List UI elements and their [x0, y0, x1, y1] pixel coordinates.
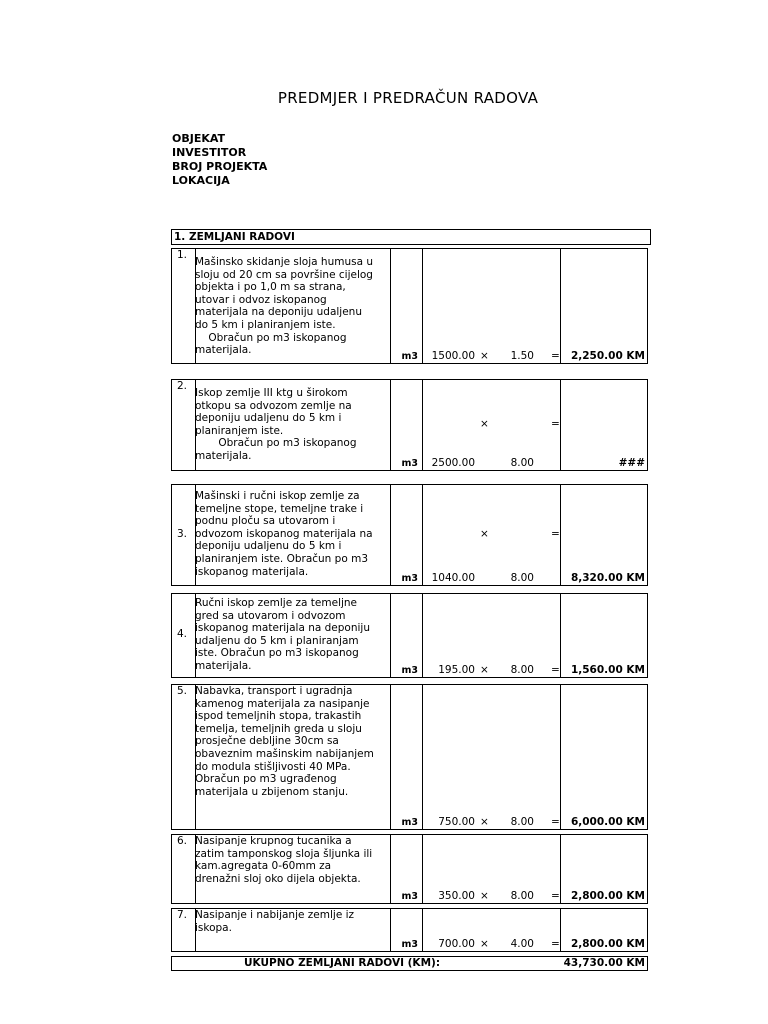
meta-objekat: OBJEKAT	[172, 132, 226, 145]
item-number: 2.	[177, 380, 188, 392]
meta-broj-projekta: BROJ PROJEKTA	[172, 160, 268, 173]
item-unit-price: 8.00	[510, 664, 534, 676]
item-total: 1,560.00 KM	[570, 664, 645, 676]
item-description-cell	[195, 249, 391, 363]
item-total: 2,800.00 KM	[570, 938, 645, 950]
item-description: Iskop zemlje III ktg u širokom otkopu sa odvozom zemlje na deponiju udaljenu do 5 km i planiranjem iste. Obračun po m3 iskopanog materijala.	[195, 387, 357, 462]
item-description: Ručni iskop zemlje za temeljne gred sa utovarom i odvozom iskopanog materijala na deponiju udaljenu do 5 km i planiranjam iste. Obračun po m3 iskopanog materijala.	[195, 597, 370, 672]
item-description: Mašinski i ručni iskop zemlje za temeljne stope, temeljne trake i podnu ploču sa utovarom i odvozom iskopanog materijala na deponiju udaljenu do 5 km i planiranjem iste. Obračun po m3 iskopanog materijala.	[195, 490, 373, 578]
item-unit-cell	[390, 249, 423, 363]
multiply-sign: ×	[480, 418, 489, 430]
item-unit-price: 8.00	[510, 457, 534, 469]
item-unit: m3	[401, 458, 418, 469]
equals-sign: =	[551, 938, 560, 950]
item-quantity: 2500.00	[431, 457, 475, 469]
item-unit-price: 1.50	[510, 350, 534, 362]
item-number: 5.	[177, 685, 188, 697]
grand-total-value: 43,730.00 KM	[563, 957, 645, 969]
meta-lokacija: LOKACIJA	[172, 174, 230, 187]
item-quantity: 700.00	[438, 938, 475, 950]
table-row-item-5	[171, 684, 648, 830]
item-quantity: 1500.00	[431, 350, 475, 362]
item-unit-price: 8.00	[510, 890, 534, 902]
table-row-item-6	[171, 834, 648, 904]
item-number: 7.	[177, 909, 188, 921]
item-quantity: 195.00	[438, 664, 475, 676]
item-description: Nabavka, transport i ugradnja kamenog materijala za nasipanje ispod temeljnih stopa, trakastih temelja, temeljnih greda u sloju prosječne debljine 30cm sa obaveznim mašinskim nabijanjem do modula stišljivosti 40 MPa. Obračun po m3 ugrađenog materijala u zbijenom stanju.	[195, 685, 374, 798]
item-quantity: 750.00	[438, 816, 475, 828]
table-row-item-4	[171, 593, 648, 678]
item-total: ###	[618, 457, 645, 469]
table-row-item-2	[171, 379, 648, 471]
equals-sign: =	[551, 528, 560, 540]
item-description: Mašinsko skidanje sloja humusa u sloju od 20 cm sa površine cijelog objekta i po 1,0 m sa strana, utovar i odvoz iskopanog materijala na deponiju udaljenu do 5 km i planiranjem iste. Obračun po m3 iskopanog materijala.	[195, 256, 374, 357]
item-unit: m3	[401, 939, 418, 950]
item-number: 3.	[177, 528, 188, 540]
table-row-item-1	[171, 248, 648, 364]
equals-sign: =	[551, 816, 560, 828]
meta-investitor: INVESTITOR	[172, 146, 247, 159]
item-unit-price: 4.00	[510, 938, 534, 950]
item-number: 4.	[177, 628, 188, 640]
table-row-item-3	[171, 484, 648, 586]
page-title: PREDMJER I PREDRAČUN RADOVA	[277, 89, 539, 107]
section-header: 1. ZEMLJANI RADOVI	[171, 229, 651, 245]
item-unit: m3	[401, 573, 418, 584]
grand-total-label: UKUPNO ZEMLJANI RADOVI (KM):	[244, 957, 441, 969]
item-total: 2,250.00 KM	[570, 350, 645, 362]
item-description: Nasipanje krupnog tucanika a zatim tamponskog sloja šljunka ili kam.agregata 0-60mm za drenažni sloj oko dijela objekta.	[195, 835, 373, 885]
equals-sign: =	[551, 890, 560, 902]
item-number: 1.	[177, 249, 188, 261]
item-unit: m3	[401, 891, 418, 902]
item-unit: m3	[401, 665, 418, 676]
item-unit: m3	[401, 351, 418, 362]
item-unit-price: 8.00	[510, 816, 534, 828]
item-total: 8,320.00 KM	[570, 572, 645, 584]
grand-total-row	[171, 956, 648, 971]
item-quantity: 1040.00	[431, 572, 475, 584]
multiply-sign: ×	[480, 528, 489, 540]
item-total: 2,800.00 KM	[570, 890, 645, 902]
multiply-sign: ×	[480, 664, 489, 676]
multiply-sign: ×	[480, 890, 489, 902]
item-unit-price: 8.00	[510, 572, 534, 584]
item-total-cell	[560, 249, 647, 363]
multiply-sign: ×	[480, 938, 489, 950]
item-unit: m3	[401, 817, 418, 828]
equals-sign: =	[551, 350, 560, 362]
item-total: 6,000.00 KM	[570, 816, 645, 828]
equals-sign: =	[551, 418, 560, 430]
project-meta	[172, 132, 267, 188]
equals-sign: =	[551, 664, 560, 676]
item-quantity-cell	[422, 249, 561, 363]
item-quantity: 350.00	[438, 890, 475, 902]
item-description: Nasipanje i nabijanje zemlje iz iskopa.	[195, 909, 355, 934]
multiply-sign: ×	[480, 816, 489, 828]
item-number: 6.	[177, 835, 188, 847]
table-row-item-7	[171, 908, 648, 952]
multiply-sign: ×	[480, 350, 489, 362]
item-number-cell	[172, 249, 196, 363]
